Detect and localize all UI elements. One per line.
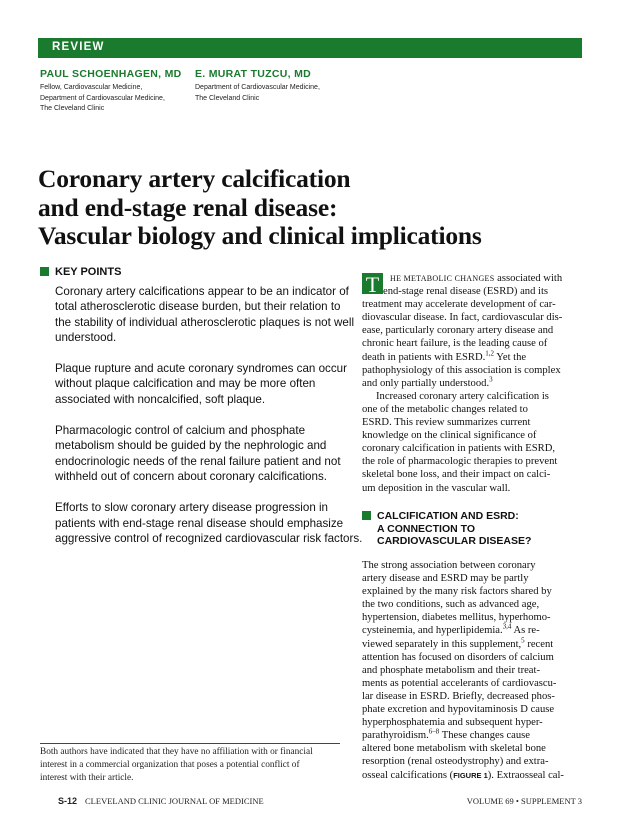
lead-in-smallcaps: HE METABOLIC CHANGES (390, 274, 495, 283)
body-line (362, 272, 582, 285)
body-line: and phosphate metabolism and their treat- (362, 664, 540, 676)
section-label: REVIEW (52, 41, 105, 53)
key-point-line: aggressive control of recognized cardiovascular risk factors. (55, 531, 363, 545)
author-name: E. MURAT TUZCU, MD (195, 68, 312, 80)
key-point-line: the stability of individual atherosclerotic plaques is not well (55, 315, 355, 329)
body-fragment: As re- (511, 625, 540, 637)
key-point (55, 500, 363, 546)
drop-cap: T (362, 273, 383, 294)
key-point-line: Plaque rupture and acute coronary syndromes can occur (55, 362, 347, 376)
body-fragment: Yet the (494, 351, 527, 363)
body-line: phate excretion and hypovitaminosis D cause (362, 704, 555, 716)
section-heading-text: CALCIFICATION AND ESRD: (377, 510, 519, 522)
affiliation-line: The Cleveland Clinic (195, 94, 260, 102)
footnote-line: interest with their article. (40, 773, 134, 783)
body-line (362, 769, 582, 782)
key-point-line: endocrinologic needs of the renal failure patient and not (55, 454, 341, 468)
key-point-line: without plaque calcification and may be more often (55, 377, 316, 391)
key-point-line: total atherosclerotic disease burden, but their relation to (55, 300, 341, 314)
key-points-list (55, 284, 363, 562)
affiliation-line: The Cleveland Clinic (40, 105, 105, 112)
bullet-square-icon (362, 511, 371, 520)
author-1 (40, 68, 182, 115)
key-point (55, 361, 350, 407)
body-line: ESRD. This review summarizes current (362, 417, 531, 429)
body-line: artery disease and ESRD may be partly (362, 573, 529, 585)
body-line: The strong association between coronary (362, 560, 536, 571)
body-line: diovascular disease. In fact, cardiovascular dis- (362, 312, 563, 324)
title-line: and end-stage renal disease: (38, 192, 338, 222)
journal-name: CLEVELAND CLINIC JOURNAL OF MEDICINE (85, 796, 264, 806)
body-line: Increased coronary artery calcification is (376, 390, 549, 402)
body-line: um deposition in the vascular wall. (362, 482, 511, 494)
body-line: end-stage renal disease (ESRD) and its (383, 286, 549, 298)
body-line: the two conditions, such as advanced age, (362, 599, 540, 611)
body-fragment: These changes cause (439, 730, 530, 742)
section-body (362, 559, 582, 782)
key-point-line: Coronary artery calcifications appear to be an indicator of (55, 285, 349, 298)
body-fragment: and only partially understood. (362, 377, 490, 389)
citation: 3,4 (502, 622, 512, 631)
body-line: chronic heart failure, is the leading cause of (362, 338, 548, 350)
footnote-line: interest in a commercial organization that poses a potential conflict of (40, 760, 300, 770)
intro-text (362, 272, 582, 495)
key-point-line: associated with noncalcified, soft plaque. (55, 392, 266, 406)
author-affiliation (195, 83, 320, 104)
body-fragment: recent (524, 638, 554, 650)
section-heading-line (362, 510, 531, 523)
citation: 5 (521, 636, 525, 645)
section-heading-line: A CONNECTION TO (377, 522, 476, 535)
key-point-line: patients with end-stage renal disease should emphasize (55, 516, 344, 530)
key-points-heading (40, 266, 121, 278)
body-line: explained by the many risk factors shared by (362, 586, 552, 598)
key-points-heading-text: KEY POINTS (55, 266, 122, 278)
key-point (55, 423, 350, 484)
body-line (362, 638, 582, 651)
author-affiliation (40, 83, 182, 115)
body-line (362, 729, 582, 742)
body-fragment: death in patients with ESRD. (362, 351, 486, 363)
body-fragment: associated with (494, 273, 563, 284)
body-line: skeletal bone loss, and their impact on calci- (362, 469, 551, 481)
author-name: PAUL SCHOENHAGEN, MD (40, 68, 182, 80)
article-title (38, 165, 578, 251)
body-line (362, 624, 582, 637)
affiliation-line: Fellow, Cardiovascular Medicine, (40, 84, 143, 91)
body-line: altered bone metabolism with skeletal bone (362, 743, 546, 755)
body-line: hyperphosphatemia and subsequent hyper- (362, 717, 543, 729)
body-line: lar disease in ESRD. Briefly, decreased phos- (362, 690, 555, 702)
key-point-line: Efforts to slow coronary artery disease progression in (55, 501, 329, 515)
section-banner (38, 38, 582, 58)
body-fragment: ). Extraosseal cal- (487, 769, 564, 781)
body-line: knowledge on the clinical significance of (362, 430, 537, 442)
body-line: the role of pharmacologic therapies to prevent (362, 456, 558, 468)
title-line: Vascular biology and clinical implications (38, 221, 482, 250)
footnote-line: Both authors have indicated that they have no affiliation with or financial (40, 747, 313, 757)
disclosure-footnote (40, 743, 340, 785)
page-number: S-12 (58, 796, 78, 806)
key-point-line: Pharmacologic control of calcium and phosphate (55, 424, 306, 438)
body-fragment: viewed separately in this supplement, (362, 638, 522, 650)
body-fragment: osseal calcifications ( (362, 769, 454, 781)
key-point (55, 284, 355, 345)
affiliation-line: Department of Cardiovascular Medicine, (195, 84, 320, 91)
key-point-line: metabolism should be guided by the nephrologic and (55, 439, 327, 453)
figure-reference-link[interactable]: FIGURE 1 (453, 770, 488, 780)
body-line: coronary calcification in patients with ESRD, (362, 443, 555, 455)
citation: 1,2 (485, 349, 495, 358)
citation: 3 (489, 375, 493, 384)
body-line: pathophysiology of this association is complex (362, 364, 561, 376)
body-line: one of the metabolic changes related to (362, 403, 528, 415)
body-fragment: cysteinemia, and hyperlipidemia. (362, 625, 503, 637)
body-line: ease, particularly coronary artery disease and (362, 325, 554, 337)
body-line: attention has focused on disorders of calcium (362, 651, 554, 663)
body-line (362, 377, 582, 390)
bullet-square-icon (40, 267, 49, 276)
key-point-line: understood. (55, 330, 117, 344)
body-line (362, 351, 582, 364)
volume-info: VOLUME 69 • SUPPLEMENT 3 (466, 796, 582, 806)
body-line: hypertension, diabetes mellitus, hyperhomo- (362, 612, 551, 624)
body-line: resorption (renal osteodystrophy) and extra- (362, 756, 549, 768)
body-line: ments as potential accelerants of cardiovascu- (362, 677, 557, 689)
author-2 (195, 68, 320, 104)
body-line: treatment may accelerate development of car- (362, 299, 556, 311)
section-heading-line: CARDIOVASCULAR DISEASE? (377, 535, 532, 547)
key-point-line: withheld out of concern about coronary calcifications. (55, 469, 327, 483)
title-line: Coronary artery calcification (38, 164, 351, 193)
affiliation-line: Department of Cardiovascular Medicine, (40, 94, 165, 102)
body-fragment: parathyroidism. (362, 730, 429, 742)
citation: 6–8 (428, 727, 440, 736)
section-heading (362, 510, 531, 548)
footer-left (58, 796, 264, 806)
